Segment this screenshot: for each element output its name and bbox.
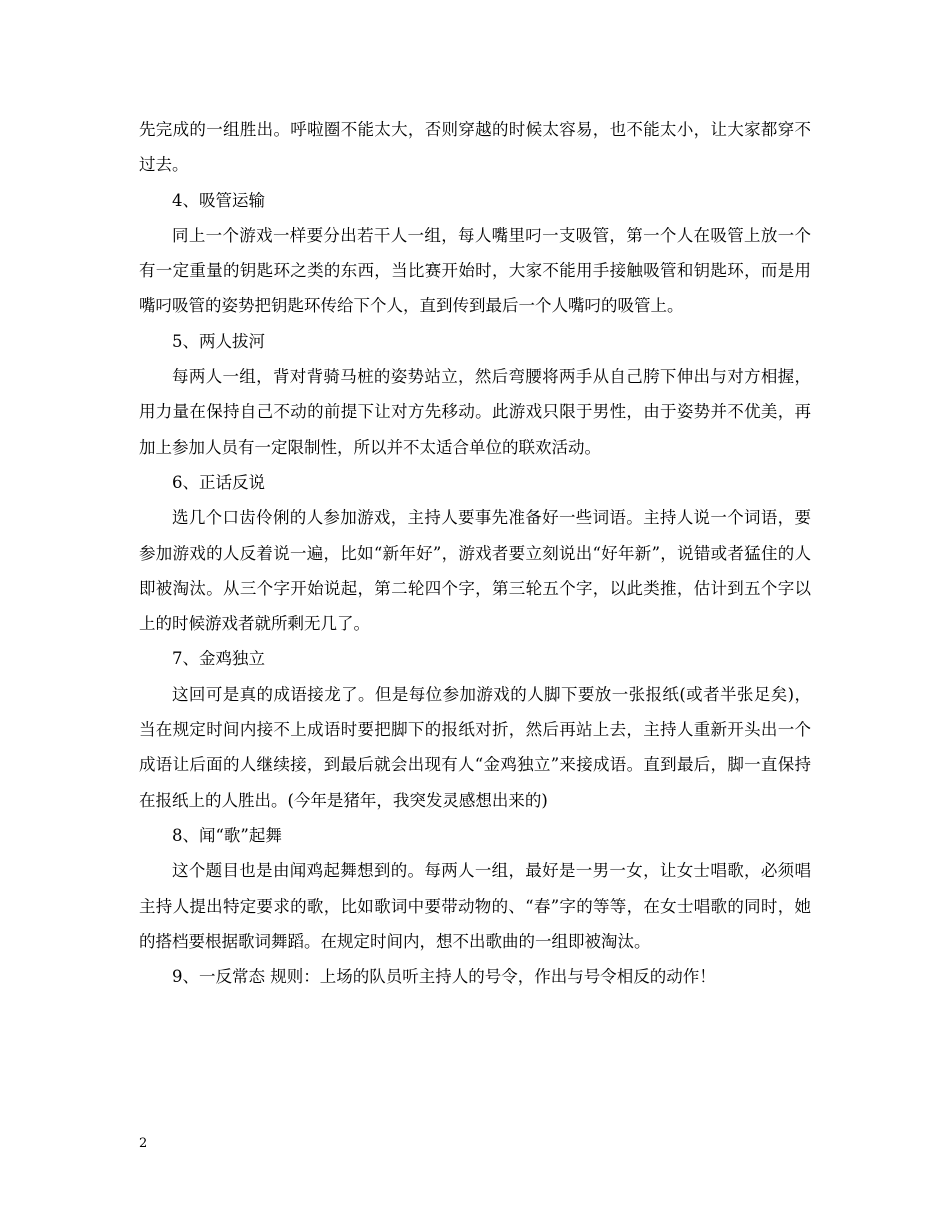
section-heading: 9、一反常态 规则：上场的队员听主持人的号令，作出与号令相反的动作！: [172, 967, 716, 987]
section-heading: 4、吸管运输: [172, 190, 265, 210]
section-heading: 5、两人拔河: [172, 331, 265, 351]
paragraph: 同上一个游戏一样要分出若干人一组，每人嘴里叼一支吸管，第一个人在吸管上放一个有一定重量的钥匙环之类的东西，当比赛开始时，大家不能用手接触吸管和钥匙环，而是用嘴叼吸管的姿势把钥匙环传给下个人，直到传到最后一个人嘴叼的吸管上。: [139, 225, 811, 316]
document-body: [139, 112, 811, 994]
paragraph: 先完成的一组胜出。呼啦圈不能太大，否则穿越的时候太容易，也不能太小，让大家都穿不过去。: [139, 120, 811, 175]
section-heading: 6、正话反说: [172, 472, 265, 492]
section-heading: 7、金鸡独立: [172, 649, 265, 669]
paragraph: 这回可是真的成语接龙了。但是每位参加游戏的人脚下要放一张报纸(或者半张足矣)，当在规定时间内接不上成语时要把脚下的报纸对折，然后再站上去，主持人重新开头出一个成语让后面的人继续接，到最后就会出现有人“金鸡独立”来接成语。直到最后，脚一直保持在报纸上的人胜出。(今年是猪年，我突发灵感想出来的): [139, 684, 811, 810]
paragraph: 选几个口齿伶俐的人参加游戏，主持人要事先准备好一些词语。主持人说一个词语，要参加游戏的人反着说一遍，比如“新年好”，游戏者要立刻说出“好年新”，说错或者猛住的人即被淘汰。从三个字开始说起，第二轮四个字，第三轮五个字，以此类推，估计到五个字以上的时候游戏者就所剩无几了。: [139, 508, 811, 634]
section-heading: 8、闻“歌”起舞: [172, 825, 282, 845]
paragraph: 这个题目也是由闻鸡起舞想到的。每两人一组，最好是一男一女，让女士唱歌，必须唱主持人提出特定要求的歌，比如歌词中要带动物的、“春”字的等等，在女士唱歌的同时，她的搭档要根据歌词舞蹈。在规定时间内，想不出歌曲的一组即被淘汰。: [139, 861, 811, 951]
paragraph: 每两人一组，背对背骑马桩的姿势站立，然后弯腰将两手从自己胯下伸出与对方相握，用力量在保持自己不动的前提下让对方先移动。此游戏只限于男性，由于姿势并不优美，再加上参加人员有一定限制性，所以并不太适合单位的联欢活动。: [139, 367, 811, 457]
page-number: 2: [139, 1136, 148, 1151]
